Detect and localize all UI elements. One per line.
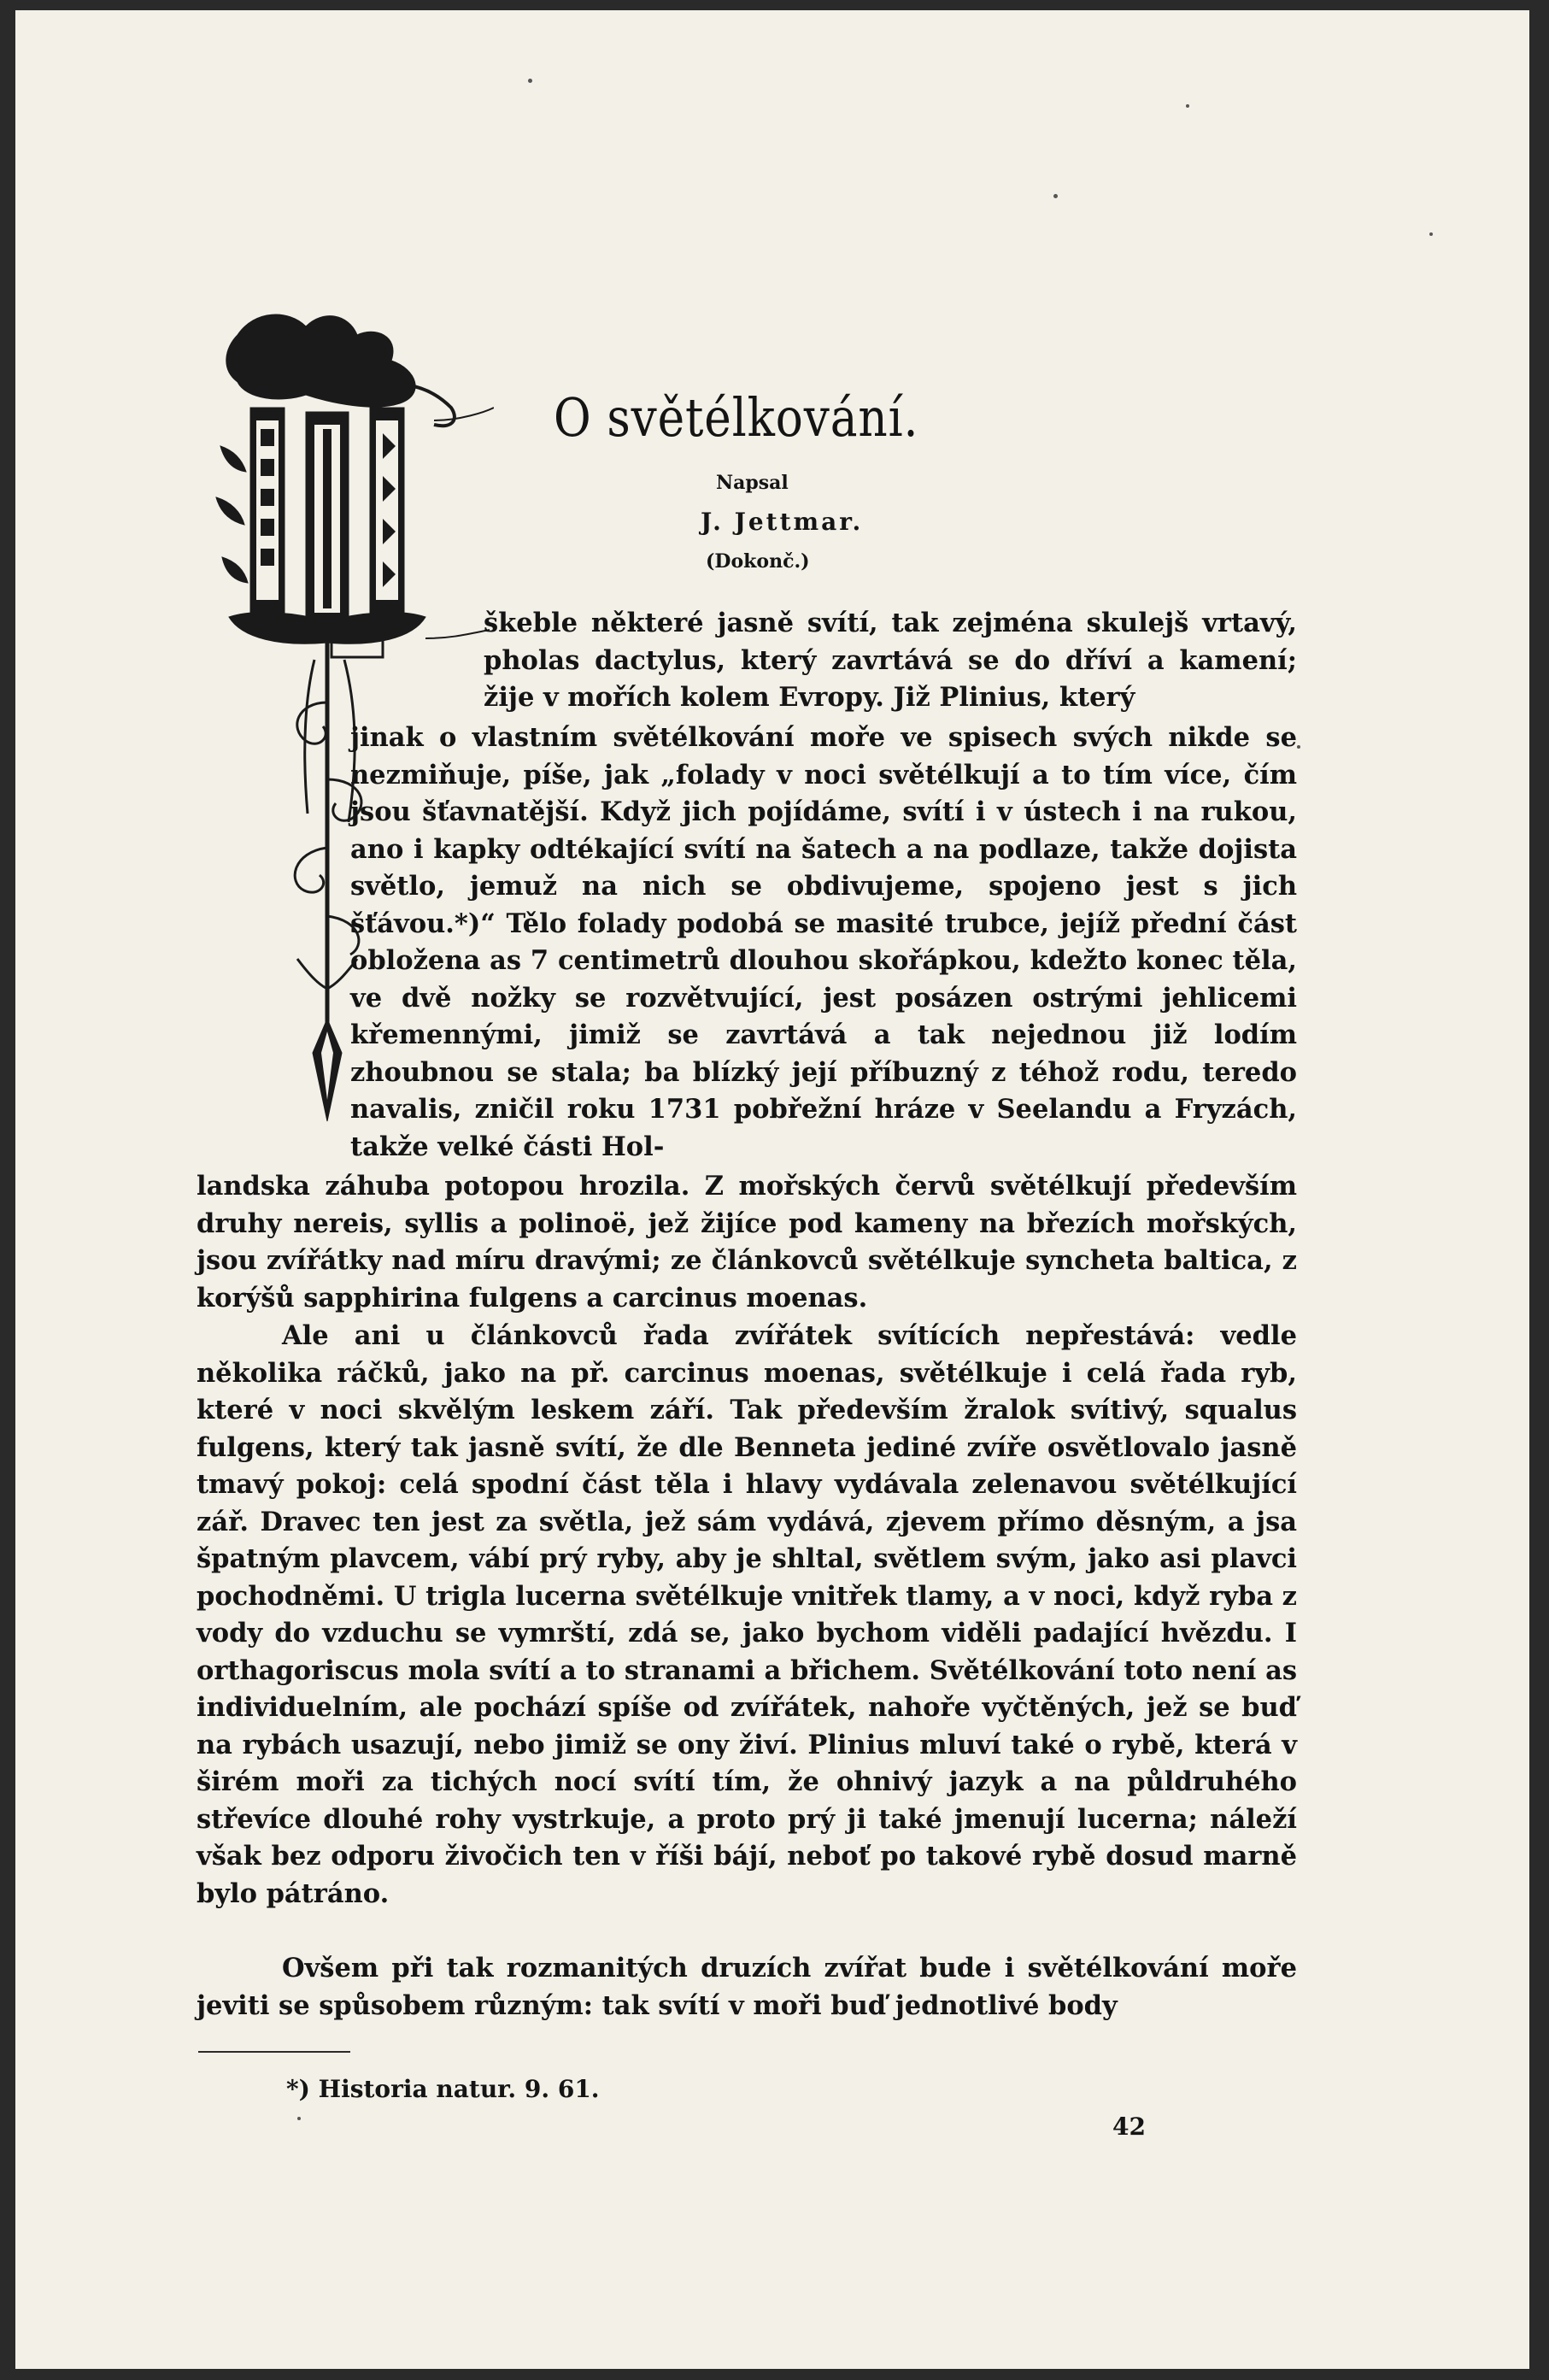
paper-speck [1186, 104, 1189, 108]
paper-speck [528, 79, 532, 83]
article-title: O světélkování. [554, 386, 919, 449]
paper-speck [1297, 745, 1300, 749]
paragraph-beside-initial-1: škeble některé jasně svítí, tak zejména skulejš vrtavý, pholas dactylus, který zavrtává se do dříví a kamení; žije v mořích kolem Evropy. Již Plinius, který [484, 608, 1297, 713]
paragraph-2: Ale ani u článkovců řada zvířátek svítících nepřestává: vedle několika ráčků, jako na př. carcinus moenas, světélkuje i celá řada ryb, které v noci skvělým leskem září. Tak především žralok svítivý, squalus fulgens, který tak jasně svítí, že dle Benneta jediné zvíře osvětlovalo jasně tmavý pokoj: celá spodní část těla i hlavy vydávala zelenavou světélkující zář. Dravec ten jest za světla, jež sám vydává, zjevem přímo děsným, a jsa špatným plavcem, vábí prý ryby, aby je shltal, světlem svým, jako asi plavci pochodněmi. U trigla lucerna světélkuje vnitřek tlamy, a v noci, když ryba z vody do vzduchu se vymrští, zdá se, jako bychom viděli padající hvězdu. I orthagoriscus mola svítí a to stranami a břichem. Světélkování toto není as individuelním, ale pochází spíše od zvířátek, nahoře vyčtěných, jež se buď na rybách usazují, nebo jimiž se ony živí. Plinius mluví také o rybě, která v širém moři za tichých nocí svítí tím, že ohnivý jazyk a na půldruhého střevíce dlouhé rohy vystrkuje, a proto prý ji také jmenují lucerna; náleží však bez odporu živočich ten v říši bájí, neboť po takové rybě dosud marně bylo pátráno. [197, 1320, 1297, 1909]
page-number: 42 [1112, 2113, 1146, 2141]
paper-speck [1429, 232, 1433, 236]
paper-speck [1053, 194, 1058, 198]
paper-speck [297, 2117, 301, 2120]
paragraph-3: Ovšem při tak rozmanitých druzích zvířat bude i světélkování moře jeviti se spůsobem různým: tak svítí v moři buď jednotlivé body [197, 1953, 1297, 2021]
paragraph-beside-initial-2: jinak o vlastním světélkování moře ve spisech svých nikde se nezmiňuje, píše, jak „folady v noci světélkují a to tím více, čím jsou šťavnatější. Když jich pojídáme, svítí i v ústech i na rukou, ano i kapky odtékající svítí na šatech a na podlaze, takže dojista světlo, jemuž na nich se obdivujeme, spojeno jest s jich šťávou.*)“ Tělo folady podobá se masité trubce, jejíž přední část obložena as 7 centimetrů dlouhou skořápkou, kdežto konec těla, ve dvě nožky se rozvětvující, jest posázen ostrými jehlicemi křemennými, jimiž se zavrtává a tak nejednou již lodím zhoubnou se stala; ba blízký její příbuzný z téhož rodu, teredo navalis, zničil roku 1731 pobřežní hráze v Seelandu a Fryzách, takže velké části Hol- [350, 722, 1297, 1162]
byline-label: Napsal [716, 472, 789, 494]
author-name: J. Jettmar. [701, 508, 864, 536]
paragraph-1-rest: landska záhuba potopou hrozila. Z mořských červů světélkují především druhy nereis, syllis a polinoë, jež žijíce pod kameny na březích mořských, jsou zvířátky nad míru dravými; ze článkovců světélkuje syncheta baltica, z korýšů sapphirina fulgens a carcinus moenas. [197, 1171, 1297, 1313]
continuation-note: (Dokonč.) [706, 550, 810, 573]
footnote: *) Historia natur. 9. 61. [286, 2075, 600, 2103]
book-page [15, 10, 1529, 2369]
footnote-divider [198, 2051, 350, 2053]
